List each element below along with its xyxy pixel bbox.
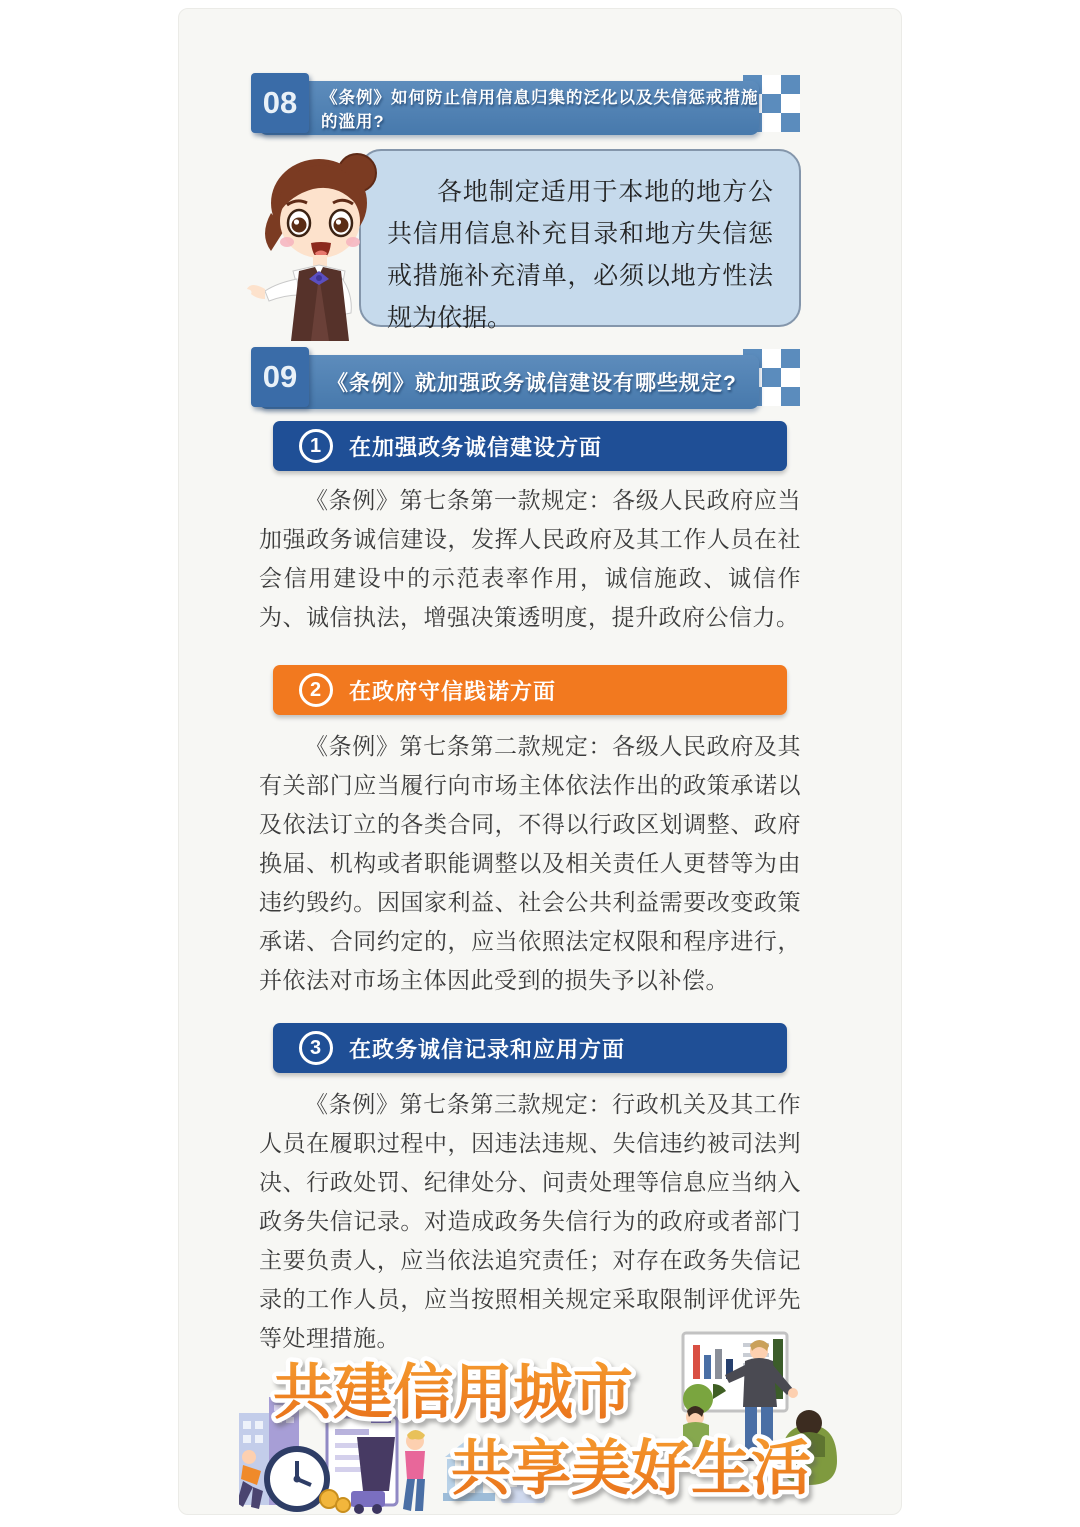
mascot-woman-illustration	[241, 143, 397, 341]
subsection-number-circle	[299, 673, 333, 707]
subsection-2-banner	[273, 665, 787, 715]
checker-cell	[762, 113, 781, 132]
checker-cell	[762, 94, 781, 113]
checker-cell	[762, 75, 781, 94]
checker-cell	[762, 368, 781, 387]
checker-cell	[762, 387, 781, 406]
subsection-number: 2	[309, 678, 323, 701]
checker-cell	[781, 75, 800, 94]
checker-cell	[781, 387, 800, 406]
checker-cell	[781, 368, 800, 387]
question-number: 08	[262, 85, 298, 120]
checker-cell	[781, 113, 800, 132]
speech-bubble	[359, 149, 801, 332]
question-number-badge	[251, 73, 309, 133]
answer-text: 各地制定适用于本地的地方公共信用信息补充目录和地方失信惩戒措施补充清单，必须以地方性法规为依据。	[387, 178, 773, 332]
checker-cell	[762, 349, 781, 368]
question-number-badge	[251, 347, 309, 407]
subsection-number: 1	[309, 434, 323, 457]
content-card	[178, 8, 902, 1515]
checker-cell	[781, 349, 800, 368]
subsection-title: 在政务诚信记录和应用方面	[349, 1036, 626, 1062]
subsection-number-circle	[299, 1031, 333, 1065]
checker-cell	[781, 94, 800, 113]
slogan-line2: 共享美好生活	[451, 1435, 811, 1502]
question-banner	[259, 355, 759, 409]
footer-slogan	[179, 1331, 903, 1526]
question-banner	[259, 81, 759, 135]
subsection-title: 在加强政务诚信建设方面	[349, 434, 603, 460]
subsection-title: 在政府守信践诺方面	[349, 678, 557, 704]
subsection-1-paragraph: 《条例》第七条第一款规定：各级人民政府应当加强政务诚信建设，发挥人民政府及其工作人员在社会信用建设中的示范表率作用，诚信施政、诚信作为、诚信执法，增强决策透明度，提升政府公信力。	[259, 487, 801, 630]
subsection-3-banner	[273, 1023, 787, 1073]
question-text: 《条例》就加强政务诚信建设有哪些规定?	[327, 372, 737, 395]
question-number: 09	[262, 359, 298, 394]
subsection-1-banner	[273, 421, 787, 471]
subsection-3-paragraph: 《条例》第七条第三款规定：行政机关及其工作人员在履职过程中，因违法违规、失信违约被司法判决、行政处罚、纪律处分、问责处理等信息应当纳入政务失信记录。对造成政务失信行为的政府或者部门主要负责人，应当依法追究责任；对存在政务失信记录的工作人员，应当按照相关规定采取限制评优评先等处理措施。	[259, 1091, 801, 1351]
question-text: 《条例》如何防止信用信息归集的泛化以及失信惩戒措施的滥用?	[321, 89, 759, 131]
subsection-number: 3	[309, 1036, 323, 1059]
subsection-2-paragraph: 《条例》第七条第二款规定：各级人民政府及其有关部门应当履行向市场主体依法作出的政策承诺以及依法订立的各类合同，不得以行政区划调整、政府换届、机构或者职能调整以及相关责任人更替等为由违约毁约。因国家利益、社会公共利益需要改变政策承诺、合同约定的，应当依照法定权限和程序进行，并依法对市场主体因此受到的损失予以补偿。	[259, 733, 801, 993]
subsection-number-circle	[299, 429, 333, 463]
slogan-line1: 共建信用城市	[273, 1359, 633, 1426]
